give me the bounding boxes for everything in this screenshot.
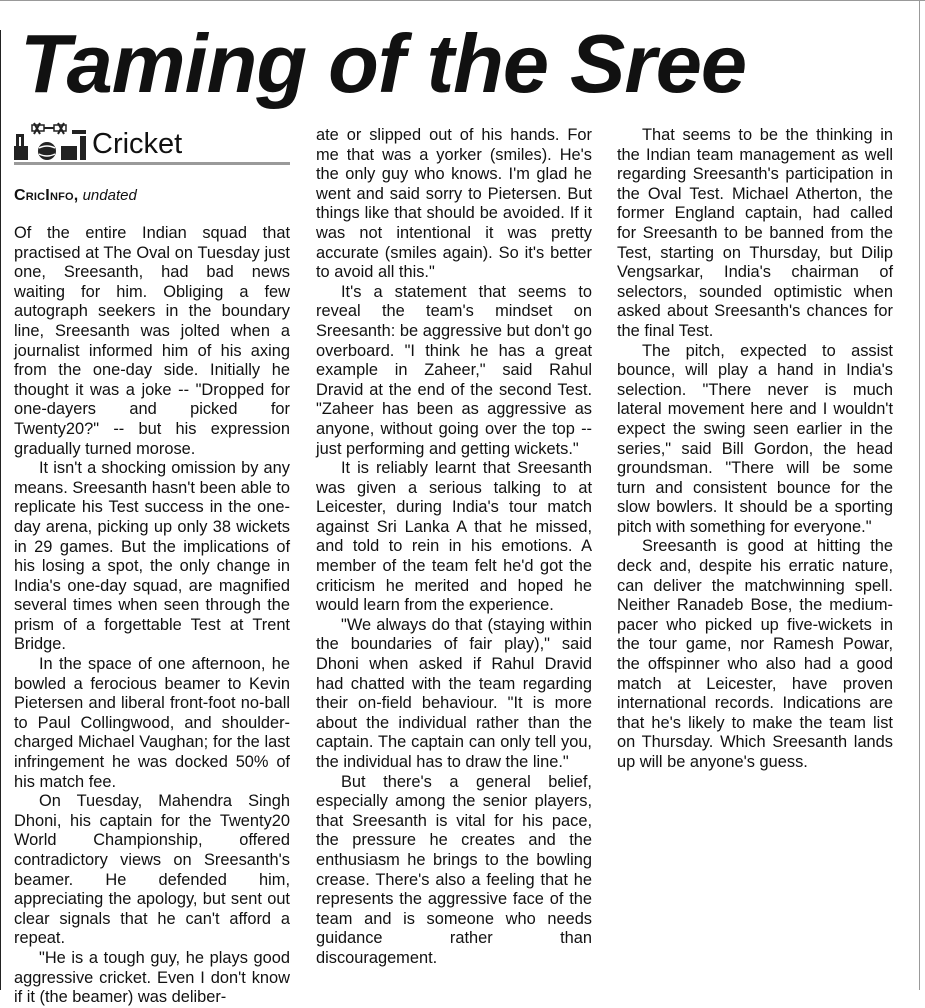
paragraph: ate or slipped out of his hands. For me that was a yorker (smiles). He's the only guy who knows. I'm glad he went and said sorry to Pietersen. But things like that should be avoided. If it was not intentional it was pretty accurate (smiles again). So it's better to avoid all this."	[316, 126, 592, 282]
top-border-rule	[0, 0, 925, 1]
byline	[14, 186, 137, 206]
paragraph: "He is a tough guy, he plays good aggressive cricket. Even I don't know if it (the beamer) was deliber-	[14, 948, 290, 1007]
headline: Taming of the Sree	[20, 17, 747, 110]
paragraph: The pitch, expected to assist bounce, will play a hand in India's selection. "There never is much lateral movement here and I wouldn't expect the swing seen earlier in the series," said Bill Gordon, the head groundsman. "There will be some turn and consistent bounce for the slow bowlers. It should be a sporting pitch with something for everyone."	[617, 341, 893, 536]
article-column-3	[617, 126, 893, 990]
paragraph: That seems to be the thinking in the Indian team management as well regarding Sreesanth's participation in the Oval Test. Michael Atherton, the former England captain, had called for Sreesanth to be banned from the Test, starting on Thursday, but Dilip Vengsarkar, India's chairman of selectors, sounded optimistic when asked about Sreesanth's chances for the final Test.	[617, 126, 893, 340]
cricket-logo-icon	[14, 122, 90, 160]
byline-date: undated	[82, 187, 137, 204]
left-border-rule	[0, 30, 1, 990]
article-column-1	[14, 224, 290, 1007]
paragraph: Sreesanth is good at hitting the deck and, despite his erratic nature, can deliver the matchwinning spell. Neither Ranadeb Bose, the medium-pacer who picked up five-wickets in the tour game, nor Ramesh Powar, the offspinner who also had a good match at Leicester, have proven international records. Indications are that he's likely to make the team list on Thursday. Which Sreesanth lands up will be anyone's guess.	[617, 537, 893, 771]
paragraph: It is reliably learnt that Sreesanth was given a serious talking to at Leicester, during India's tour match against Sri Lanka A that he missed, and told to rein in his emotions. A member of the team felt he'd got the criticism he merited and hoped he would learn from the experience.	[316, 459, 592, 615]
paragraph: On Tuesday, Mahendra Singh Dhoni, his captain for the Twenty20 World Championship, offered contradictory views on Sreesanth's beamer. He defended him, appreciating the apology, but sent out clear signals that he can't afford a repeat.	[14, 792, 290, 948]
section-header	[14, 120, 290, 164]
byline-source: CricInfo,	[14, 187, 79, 204]
paragraph: It's a statement that seems to reveal the team's mindset on Sreesanth: be aggressive but don't go overboard. "I think he has a great example in Zaheer," said Rahul Dravid at the end of the second Test. "Zaheer has been as aggressive as anyone, without going over the top -- just performing and getting wickets."	[316, 282, 592, 458]
paragraph: Of the entire Indian squad that practised at The Oval on Tuesday just one, Sreesanth, had bad news waiting for him. Obliging a few autograph seekers in the boundary line, Sreesanth was jolted when a journalist informed him of his axing from the one-day side. Initially he thought it was a joke -- "Dropped for one-dayers and picked for Twenty20?" -- but his expression gradually turned morose.	[14, 224, 290, 458]
article-column-2	[316, 126, 592, 990]
paragraph: It isn't a shocking omission by any means. Sreesanth hasn't been able to replicate his Test success in the one-day arena, picking up only 38 wickets in 29 games. But the implications of his losing a spot, the only change in India's one-day squad, are magnified several times when seen through the prism of a forgettable Test at Trent Bridge.	[14, 459, 290, 654]
section-title: Cricket	[92, 128, 183, 160]
right-border-rule	[919, 0, 920, 990]
paragraph: "We always do that (staying within the boundaries of fair play)," said Dhoni when asked if Rahul Dravid had chatted with the team regarding their on-field behaviour. "It is more about the individual rather than the captain. The captain can only tell you, the individual has to draw the line."	[316, 615, 592, 771]
paragraph: But there's a general belief, especially among the senior players, that Sreesanth is vital for his pace, the pressure he creates and the enthusiasm he brings to the bowling crease. There's also a feeling that he represents the aggressive face of the team and is someone who needs guidance rather than discouragement.	[316, 772, 592, 967]
paragraph: In the space of one afternoon, he bowled a ferocious beamer to Kevin Pietersen and liberal front-foot no-ball to Paul Collingwood, and shoulder-charged Michael Vaughan; for the last infringement he was docked 50% of his match fee.	[14, 655, 290, 791]
section-divider	[14, 162, 290, 165]
